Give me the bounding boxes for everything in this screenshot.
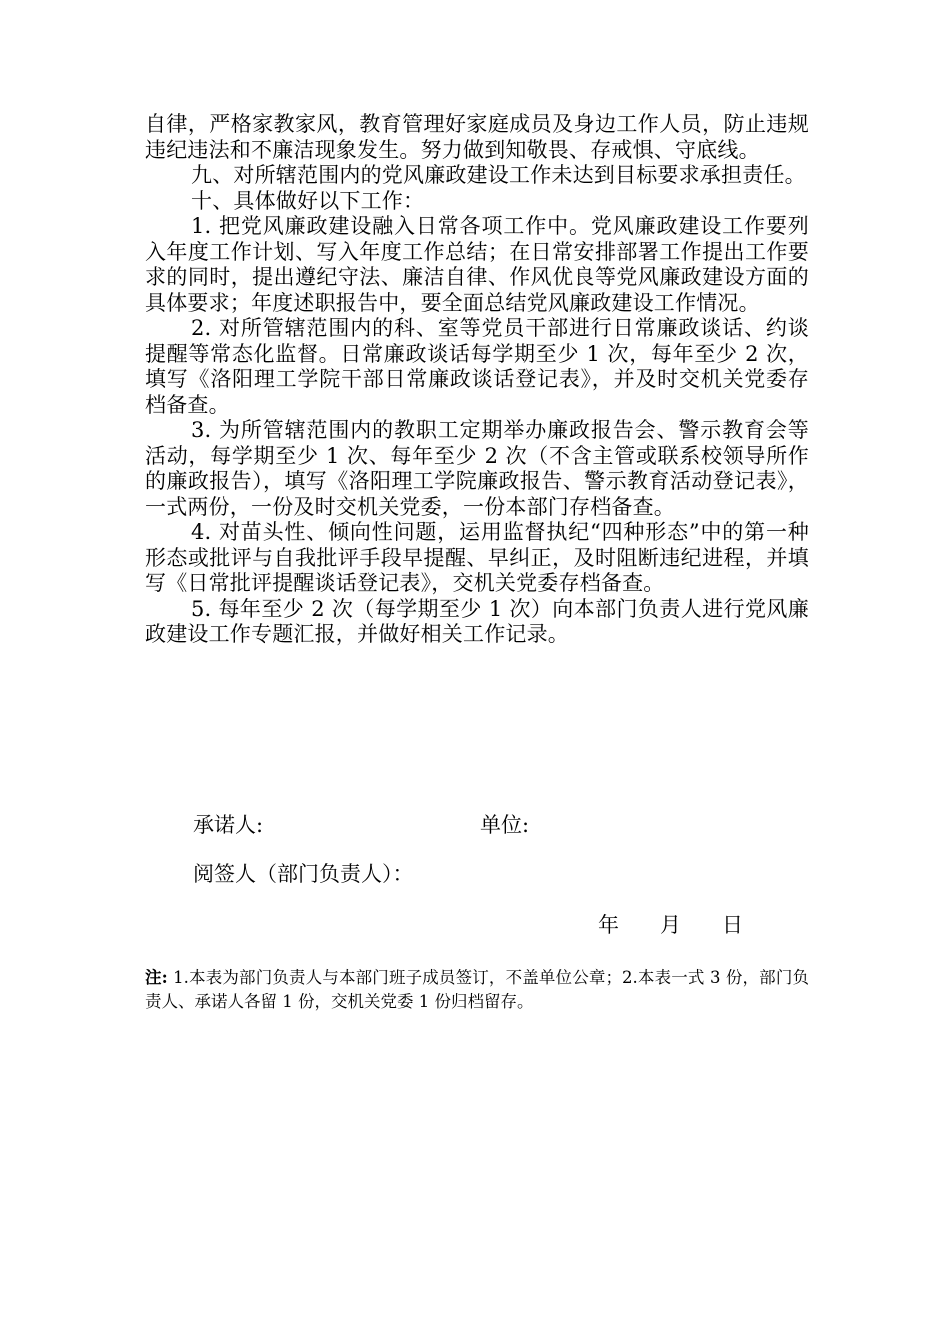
paragraph-subitem-1: 1. 把党风廉政建设融入日常各项工作中。党风廉政建设工作要列入年度工作计划、写入年度工作总结；在日常安排部署工作提出工作要求的同时，提出遵纪守法、廉洁自律、作风优良等党风廉政建设方面的具体要求；年度述职报告中，要全面总结党风廉政建设工作情况。 xyxy=(145,214,809,315)
footnote xyxy=(145,966,809,1014)
paragraph-subitem-5: 5. 每年至少 2 次（每学期至少 1 次）向本部门负责人进行党风廉政建设工作专题汇报，并做好相关工作记录。 xyxy=(145,596,809,646)
reviewer-label: 阅签人（部门负责人）： xyxy=(193,862,414,886)
paragraph-item-10: 十、具体做好以下工作： xyxy=(191,188,425,213)
paragraph-subitem-2: 2. 对所管辖范围内的科、室等党员干部进行日常廉政谈话、约谈提醒等常态化监督。日常廉政谈话每学期至少 1 次，每年至少 2 次，填写《洛阳理工学院干部日常廉政谈话登记表》，并及时交机关党委存档备查。 xyxy=(145,316,809,417)
paragraph-item-9: 九、对所辖范围内的党风廉政建设工作未达到目标要求承担责任。 xyxy=(191,163,806,187)
date-line xyxy=(598,912,743,938)
paragraph-continuation: 自律，严格家教家风，教育管理好家庭成员及身边工作人员，防止违规违纪违法和不廉洁现象发生。努力做到知敬畏、存戒惧、守底线。 xyxy=(145,112,809,162)
footnote-text: 1.本表为部门负责人与本部门班子成员签订，不盖单位公章；2.本表一式 3 份，部门负责人、承诺人各留 1 份，交机关党委 1 份归档留存。 xyxy=(145,968,809,1011)
date-month-label: 月 xyxy=(660,913,681,937)
document-body xyxy=(145,112,809,648)
footnote-label: 注: xyxy=(145,968,168,987)
paragraph-subitem-3: 3. 为所管辖范围内的教职工定期举办廉政报告会、警示教育会等活动，每学期至少 1 次、每年至少 2 次（不含主管或联系校领导所作的廉政报告），填写《洛阳理工学院廉政报告、警示教育活动登记表》，一式两份，一份及时交机关党委，一份本部门存档备查。 xyxy=(145,418,809,519)
date-year-label: 年 xyxy=(598,913,619,937)
signature-line-reviewer xyxy=(193,861,414,887)
paragraph-subitem-4: 4. 对苗头性、倾向性问题，运用监督执纪“四种形态”中的第一种形态或批评与自我批评手段早提醒、早纠正，及时阻断违纪进程，并填写《日常批评提醒谈话登记表》，交机关党委存档备查。 xyxy=(145,520,809,595)
promisor-label: 承诺人: xyxy=(193,813,264,837)
date-day-label: 日 xyxy=(722,913,743,937)
unit-label: 单位: xyxy=(480,813,530,837)
